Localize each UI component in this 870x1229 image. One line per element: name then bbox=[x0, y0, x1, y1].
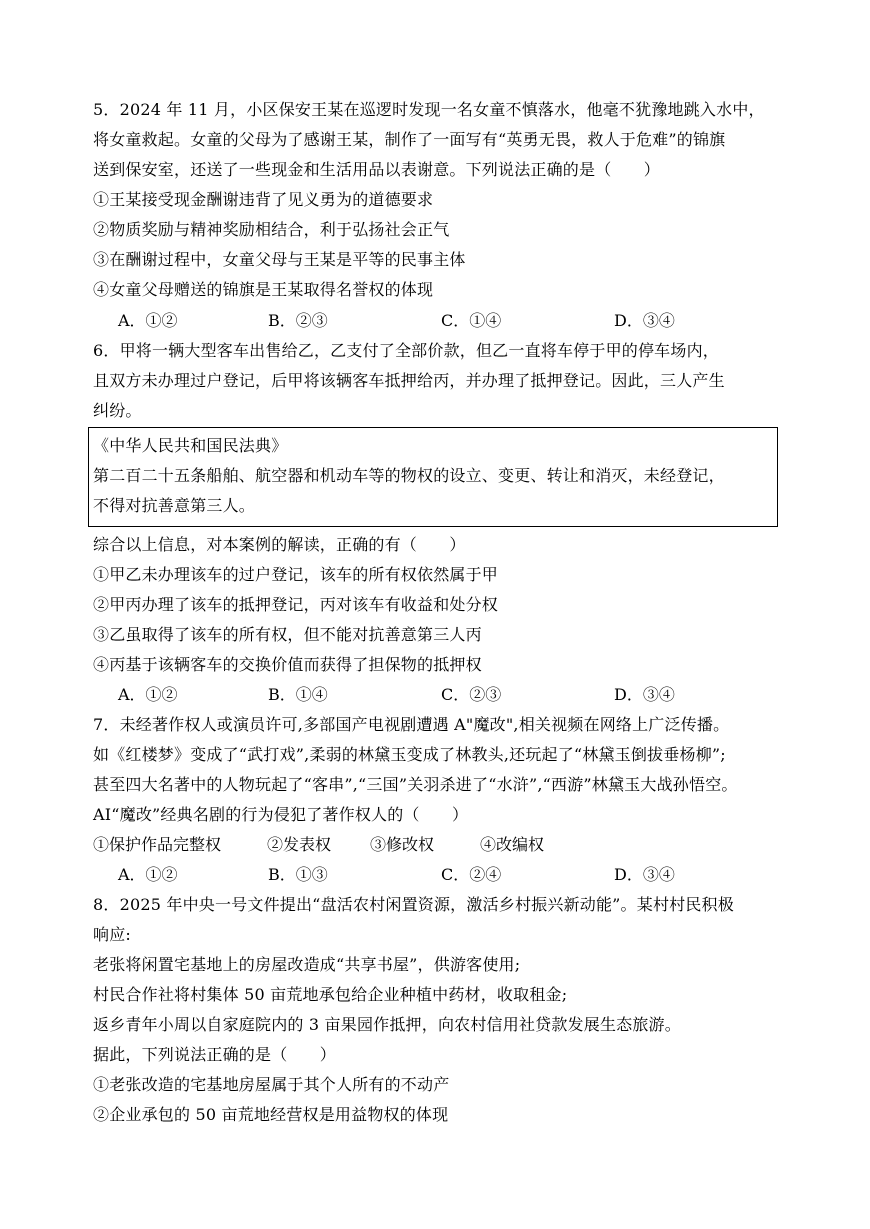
q7-stem-line-2: 如《红楼梦》变成了“武打戏”,柔弱的林黛玉变成了林教头,还玩起了“林黛玉倒拔垂杨柳”; bbox=[93, 745, 726, 764]
q8-stem-line-1: 8．2025 年中央一号文件提出“盘活农村闲置资源，激活乡村振兴新动能”。某村村民积极 bbox=[93, 895, 734, 914]
q6-stem-line-3: 纠纷。 bbox=[93, 401, 142, 420]
q5-item-1: ①王某接受现金酬谢违背了见义勇为的道德要求 bbox=[93, 190, 434, 209]
q5-stem-line-1: 5．2024 年 11 月，小区保安王某在巡逻时发现一名女童不慎落水，他毫不犹豫地跳入水中， bbox=[93, 100, 765, 119]
quote-box-title: 《中华人民共和国民法典》 bbox=[93, 436, 288, 455]
q7-option-b[interactable]: B．①③ bbox=[268, 865, 328, 884]
q8-stem-line-5: 返乡青年小周以自家庭院内的 3 亩果园作抵押，向农村信用社贷款发展生态旅游。 bbox=[93, 1015, 681, 1034]
q6-item-1: ①甲乙未办理该车的过户登记，该车的所有权依然属于甲 bbox=[93, 565, 499, 584]
q6-question: 综合以上信息，对本案例的解读，正确的有（ ） bbox=[93, 535, 466, 554]
q7-item-1: ①保护作品完整权 bbox=[93, 835, 222, 854]
q6-option-c[interactable]: C．②③ bbox=[441, 685, 502, 704]
q6-item-2: ②甲丙办理了该车的抵押登记，丙对该车有收益和处分权 bbox=[93, 595, 499, 614]
q7-option-d[interactable]: D．③④ bbox=[614, 865, 675, 884]
q5-item-2: ②物质奖励与精神奖励相结合，利于弘扬社会正气 bbox=[93, 220, 450, 239]
q6-option-a[interactable]: A．①② bbox=[118, 685, 178, 704]
quote-box-line-2: 不得对抗善意第三人。 bbox=[93, 496, 256, 515]
q5-item-3: ③在酬谢过程中，女童父母与王某是平等的民事主体 bbox=[93, 250, 466, 269]
q5-option-d[interactable]: D．③④ bbox=[614, 311, 675, 330]
q7-option-c[interactable]: C．②④ bbox=[441, 865, 502, 884]
q8-stem-line-2: 响应: bbox=[93, 925, 131, 944]
q8-item-2: ②企业承包的 50 亩荒地经营权是用益物权的体现 bbox=[93, 1105, 449, 1124]
q7-option-a[interactable]: A．①② bbox=[118, 865, 178, 884]
q7-stem-line-3: 甚至四大名著中的人物玩起了“客串”,“三国”关羽杀进了“水浒”,“西游”林黛玉大战孙悟空。 bbox=[93, 775, 738, 794]
quote-box-line-1: 第二百二十五条船舶、航空器和机动车等的物权的设立、变更、转让和消灭，未经登记， bbox=[93, 466, 725, 485]
q7-item-3: ③修改权 bbox=[370, 835, 435, 854]
q5-option-c[interactable]: C．①④ bbox=[441, 311, 502, 330]
q8-stem-line-3: 老张将闲置宅基地上的房屋改造成“共享书屋”，供游客使用; bbox=[93, 955, 521, 974]
q7-item-2: ②发表权 bbox=[267, 835, 332, 854]
q6-item-3: ③乙虽取得了该车的所有权，但不能对抗善意第三人丙 bbox=[93, 625, 482, 644]
q8-item-1: ①老张改造的宅基地房屋属于其个人所有的不动产 bbox=[93, 1075, 450, 1094]
q6-option-b[interactable]: B．①④ bbox=[268, 685, 328, 704]
q5-item-4: ④女童父母赠送的锦旗是王某取得名誉权的体现 bbox=[93, 280, 434, 299]
q6-option-d[interactable]: D．③④ bbox=[614, 685, 675, 704]
q5-stem-line-3: 送到保安室，还送了一些现金和生活用品以表谢意。下列说法正确的是（ ） bbox=[93, 160, 661, 179]
q6-stem-line-1: 6．甲将一辆大型客车出售给乙，乙支付了全部价款，但乙一直将车停于甲的停车场内， bbox=[93, 341, 719, 360]
q7-stem-line-1: 7．未经著作权人或演员许可,多部国产电视剧遭遇 A"魔改",相关视频在网络上广泛传播。 bbox=[93, 715, 730, 734]
q6-stem-line-2: 且双方未办理过户登记，后甲将该辆客车抵押给丙，并办理了抵押登记。因此，三人产生 bbox=[93, 371, 725, 390]
q5-stem-line-2: 将女童救起。女童的父母为了感谢王某，制作了一面写有“英勇无畏，救人于危难”的锦旗 bbox=[93, 130, 726, 149]
q7-item-4: ④改编权 bbox=[480, 835, 545, 854]
q6-item-4: ④丙基于该辆客车的交换价值而获得了担保物的抵押权 bbox=[93, 655, 482, 674]
q8-question: 据此，下列说法正确的是（ ） bbox=[93, 1045, 337, 1064]
q8-stem-line-4: 村民合作社将村集体 50 亩荒地承包给企业种植中药材，收取租金; bbox=[93, 985, 568, 1004]
q5-option-a[interactable]: A．①② bbox=[118, 311, 178, 330]
q7-stem-line-4: AI“魔改”经典名剧的行为侵犯了著作权人的（ ） bbox=[93, 805, 469, 824]
q5-option-b[interactable]: B．②③ bbox=[268, 311, 328, 330]
